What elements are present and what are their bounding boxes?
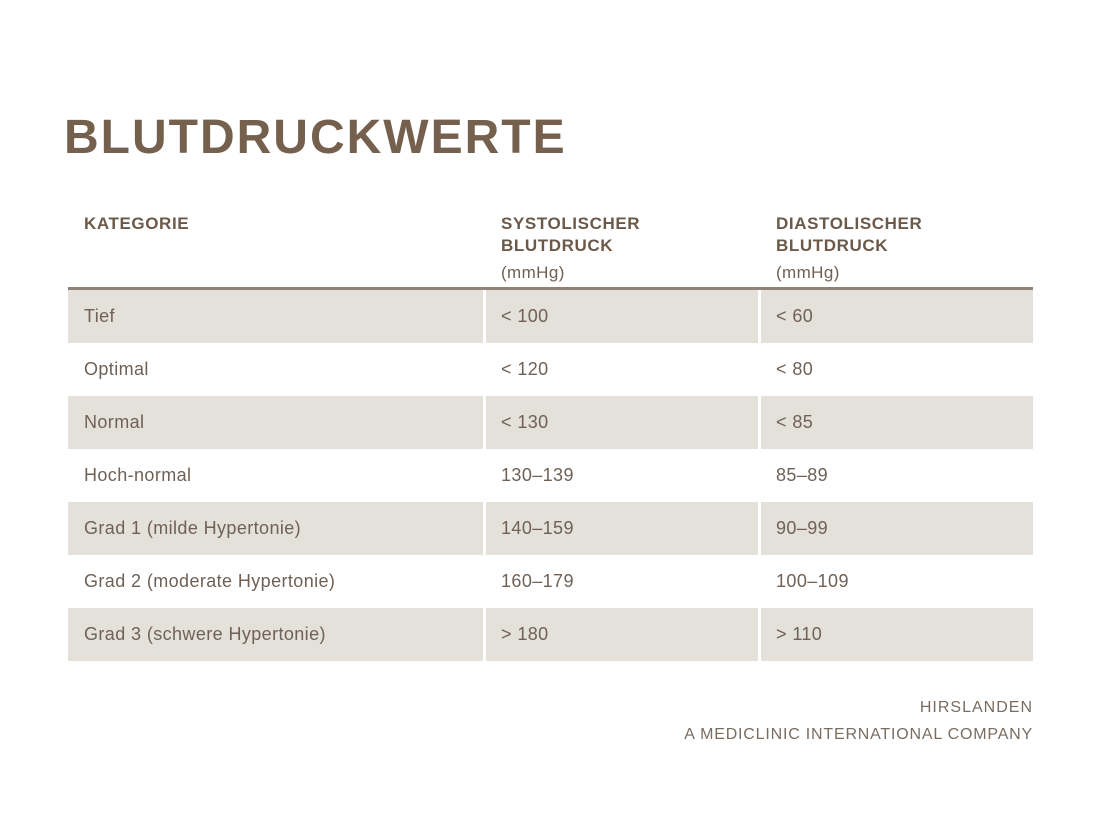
cell-systolisch: > 180: [486, 608, 758, 661]
cell-systolisch: < 120: [486, 343, 758, 396]
column-header-label: [776, 213, 1033, 257]
cell-diastolisch: < 80: [761, 343, 1033, 396]
column-header-label: [501, 213, 758, 257]
cell-kategorie: Grad 2 (moderate Hypertonie): [68, 555, 483, 608]
table-row: [68, 608, 1033, 661]
table-row: [68, 449, 1033, 502]
column-header-label-line1: KATEGORIE: [84, 214, 190, 233]
column-header-diastolisch: [761, 213, 1033, 283]
table-row: [68, 502, 1033, 555]
cell-kategorie: Optimal: [68, 343, 483, 396]
blood-pressure-table: [68, 213, 1033, 661]
cell-systolisch: < 100: [486, 290, 758, 343]
column-header-label-line1: SYSTOLISCHER: [501, 214, 641, 233]
cell-diastolisch: 100–109: [761, 555, 1033, 608]
cell-systolisch: 140–159: [486, 502, 758, 555]
cell-diastolisch: 85–89: [761, 449, 1033, 502]
cell-kategorie: Grad 1 (milde Hypertonie): [68, 502, 483, 555]
cell-kategorie: Normal: [68, 396, 483, 449]
table-row: [68, 396, 1033, 449]
column-header-label: [84, 213, 483, 257]
cell-kategorie: Grad 3 (schwere Hypertonie): [68, 608, 483, 661]
page-title: BLUTDRUCKWERTE: [64, 111, 567, 164]
column-header-kategorie: [68, 213, 483, 263]
table-row: [68, 555, 1033, 608]
column-header-unit: (mmHg): [776, 263, 840, 282]
cell-systolisch: 160–179: [486, 555, 758, 608]
cell-diastolisch: > 110: [761, 608, 1033, 661]
footer-brand: HIRSLANDEN: [919, 699, 1033, 716]
column-header-systolisch: [486, 213, 758, 283]
cell-systolisch: 130–139: [486, 449, 758, 502]
column-header-unit: (mmHg): [501, 263, 565, 282]
footer-tagline: A MEDICLINIC INTERNATIONAL COMPANY: [684, 726, 1033, 743]
cell-diastolisch: 90–99: [761, 502, 1033, 555]
page-footer: [684, 698, 1033, 745]
cell-kategorie: Tief: [68, 290, 483, 343]
table-body: [68, 287, 1033, 661]
cell-systolisch: < 130: [486, 396, 758, 449]
table-row: [68, 343, 1033, 396]
column-header-label-line2: BLUTDRUCK: [776, 236, 889, 255]
cell-diastolisch: < 60: [761, 290, 1033, 343]
table-row: [68, 290, 1033, 343]
column-header-label-line1: DIASTOLISCHER: [776, 214, 923, 233]
column-header-label-line2: BLUTDRUCK: [501, 236, 614, 255]
table-header-row: [68, 213, 1033, 287]
cell-diastolisch: < 85: [761, 396, 1033, 449]
cell-kategorie: Hoch-normal: [68, 449, 483, 502]
